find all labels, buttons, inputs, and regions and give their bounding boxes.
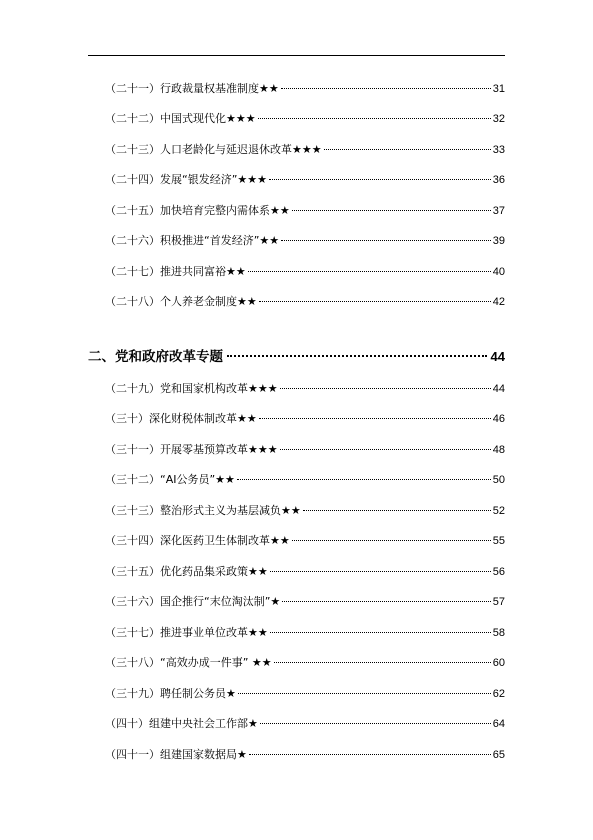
toc-entry-page: 52 [492,505,505,517]
toc-entry-page: 56 [492,566,505,578]
toc-entry-39[interactable] [105,685,505,703]
dot-leader [270,571,491,572]
dot-leader [324,149,491,150]
section-heading-page: 44 [490,349,505,364]
dot-leader [238,693,491,694]
toc-entry-24[interactable] [105,171,505,189]
dot-leader [269,179,491,180]
section-heading-2[interactable] [88,346,505,368]
dot-leader [280,449,491,450]
dot-leader [258,118,491,119]
toc-entry-30[interactable] [105,410,505,428]
toc-entry-page: 36 [492,174,505,186]
dot-leader [280,388,491,389]
toc-entry-25[interactable] [105,202,505,220]
toc-entry-page: 65 [492,749,505,761]
toc-entry-label: （二十一）行政裁量权基准制度★★ [105,82,279,95]
toc-entry-29[interactable] [105,380,505,398]
toc-entry-page: 62 [492,688,505,700]
dot-leader [270,632,491,633]
toc-entry-23[interactable] [105,141,505,159]
toc-entry-22[interactable] [105,110,505,128]
toc-entry-36[interactable] [105,593,505,611]
toc-entry-page: 60 [492,657,505,669]
toc-entry-label: （三十五）优化药品集采政策★★ [105,565,268,578]
dot-leader [260,723,491,724]
dot-leader [259,418,491,419]
dot-leader [249,754,491,755]
toc-entry-page: 44 [492,383,505,395]
toc-entry-label: （三十一）开展零基预算改革★★★ [105,443,278,456]
toc-entry-page: 57 [492,596,505,608]
toc-entry-26[interactable] [105,232,505,250]
dot-leader [282,601,490,602]
toc-entry-38[interactable] [105,654,505,672]
toc-entry-label: （二十七）推进共同富裕★★ [105,265,246,278]
toc-entry-label: （三十七）推进事业单位改革★★ [105,626,268,639]
toc-entry-label: （三十八）“高效办成一件事” ★★ [105,656,272,669]
toc-entry-page: 46 [492,413,505,425]
toc-entry-21[interactable] [105,80,505,98]
toc-entry-label: （二十九）党和国家机构改革★★★ [105,382,278,395]
dot-leader [237,479,491,480]
toc-entry-33[interactable] [105,502,505,520]
dot-leader [274,662,491,663]
toc-entry-page: 40 [492,266,505,278]
toc-entry-page: 64 [492,718,505,730]
toc-entry-page: 32 [492,113,505,125]
toc-entry-label: （二十二）中国式现代化★★★ [105,112,256,125]
toc-entry-label: （三十三）整治形式主义为基层减负★★ [105,504,301,517]
toc-entry-label: （二十五）加快培育完整内需体系★★ [105,204,290,217]
toc-entry-page: 39 [492,235,505,247]
header-rule [88,55,505,56]
dot-leader [281,88,491,89]
dot-leader [248,271,491,272]
dot-leader [259,301,491,302]
dot-leader [281,240,491,241]
section-heading-label: 二、党和政府改革专题 [88,349,223,365]
toc-entry-label: （四十一）组建国家数据局★ [105,748,247,761]
dot-leader [303,510,491,511]
toc-entry-label: （三十）深化财税体制改革★★ [105,412,257,425]
toc-entry-27[interactable] [105,263,505,281]
toc-entry-28[interactable] [105,293,505,311]
toc-entry-41[interactable] [105,746,505,764]
toc-entry-32[interactable] [105,471,505,489]
toc-entry-label: （三十二）“AI公务员”★★ [105,473,235,486]
toc-entry-label: （二十八）个人养老金制度★★ [105,295,257,308]
dot-leader [292,540,491,541]
toc-entry-34[interactable] [105,532,505,550]
toc-entry-page: 55 [492,535,505,547]
toc-entry-page: 50 [492,474,505,486]
toc-entry-label: （二十三）人口老龄化与延迟退休改革★★★ [105,143,322,156]
dot-leader [292,210,491,211]
toc-entry-page: 33 [492,144,505,156]
toc-entry-page: 37 [492,205,505,217]
toc-entry-label: （二十四）发展“银发经济”★★★ [105,173,267,186]
toc-entry-40[interactable] [105,715,505,733]
dot-leader [227,355,487,357]
toc-entry-31[interactable] [105,441,505,459]
toc-entry-label: （四十）组建中央社会工作部★ [105,717,258,730]
toc-entry-label: （三十四）深化医药卫生体制改革★★ [105,534,290,547]
toc-entry-page: 48 [492,444,505,456]
toc-entry-page: 58 [492,627,505,639]
toc-entry-37[interactable] [105,624,505,642]
toc-entry-35[interactable] [105,563,505,581]
toc-entry-label: （二十六）积极推进“首发经济”★★ [105,234,280,247]
toc-entry-page: 42 [492,296,505,308]
toc-entry-label: （三十九）聘任制公务员★ [105,687,236,700]
toc-entry-page: 31 [492,83,505,95]
toc-entry-label: （三十六）国企推行“末位淘汰制”★ [105,595,281,608]
